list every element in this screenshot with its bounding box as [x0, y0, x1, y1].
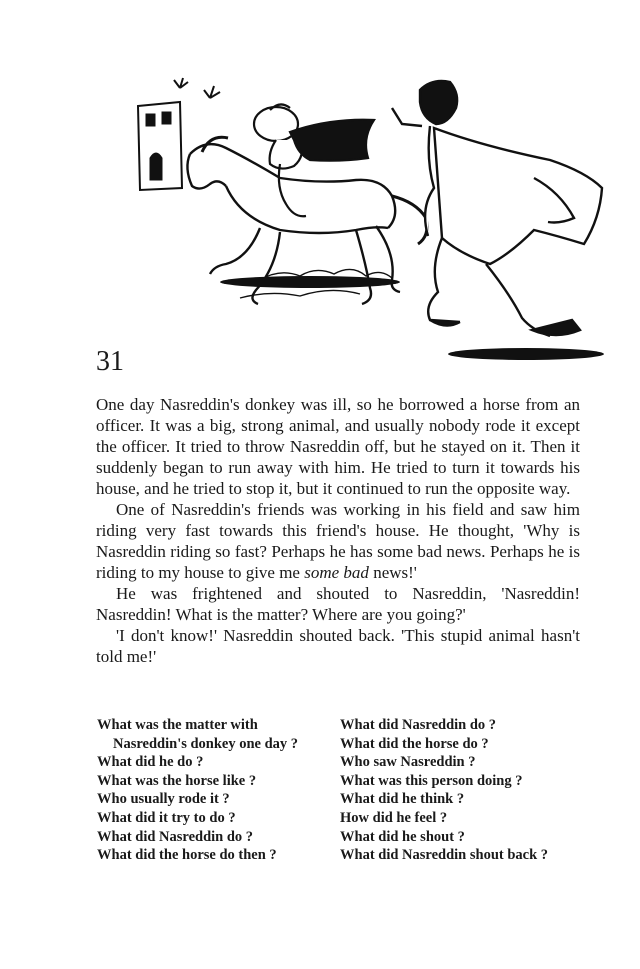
question-item: What did it try to do ? — [97, 809, 236, 826]
question-item: How did he feel ? — [340, 809, 448, 826]
question-item: What did the horse do then ? — [97, 847, 277, 864]
story-paragraph-2-end: news!' — [368, 563, 417, 582]
question-item: What was the matter with Nasreddin's donkey one day ? — [97, 717, 299, 752]
story-number: 31 — [96, 346, 124, 377]
story-paragraph-2 — [96, 499, 580, 583]
question-item: What did he shout ? — [340, 828, 465, 845]
house-drawing — [138, 78, 220, 190]
questions-left-column — [97, 716, 322, 865]
story-paragraph-1: One day Nasreddin's donkey was ill, so he borrowed a horse from an officer. It was a big, strong animal, and usually nobody rode it except the officer. It tried to throw Nasreddin off, but he stayed on it. Then it suddenly began to run away with him. He tried to turn it towards his house, and he tried to stop it, but it continued to run the opposite way. — [96, 395, 580, 498]
illustration-nasreddin-horse — [130, 68, 612, 368]
questions-right-column — [340, 716, 565, 865]
question-item: Who usually rode it ? — [97, 791, 230, 808]
horse-shadow — [220, 276, 400, 288]
question-item: What did Nasreddin shout back ? — [340, 847, 549, 864]
story-text — [96, 394, 580, 667]
question-item: What did he do ? — [97, 754, 204, 771]
question-item: What was the horse like ? — [97, 772, 257, 789]
friend-shadow — [448, 348, 604, 360]
question-item: What was this person doing ? — [340, 772, 523, 789]
story-paragraph-2-italic: some bad — [304, 563, 369, 582]
question-item: Who saw Nasreddin ? — [340, 754, 476, 771]
question-item: What did Nasreddin do ? — [97, 828, 254, 845]
question-item: What did Nasreddin do ? — [340, 717, 497, 733]
story-paragraph-4: 'I don't know!' Nasreddin shouted back. 'This stupid animal hasn't told me!' — [96, 626, 580, 666]
question-item: What did the horse do ? — [340, 735, 489, 752]
rider-drawing — [254, 104, 374, 216]
running-friend-drawing — [392, 81, 602, 336]
story-paragraph-3: He was frightened and shouted to Nasreddin, 'Nasreddin! Nasreddin! What is the matter? Where are you going?' — [96, 584, 580, 624]
question-item: What did he think ? — [340, 791, 465, 808]
story-paragraph-2-start: One of Nasreddin's friends was working in his field and saw him riding very fast towards this friend's house. He thought, 'Why is Nasreddin riding so fast? Perhaps he has some bad news. Perhaps he is riding to my house to give me — [96, 500, 580, 582]
